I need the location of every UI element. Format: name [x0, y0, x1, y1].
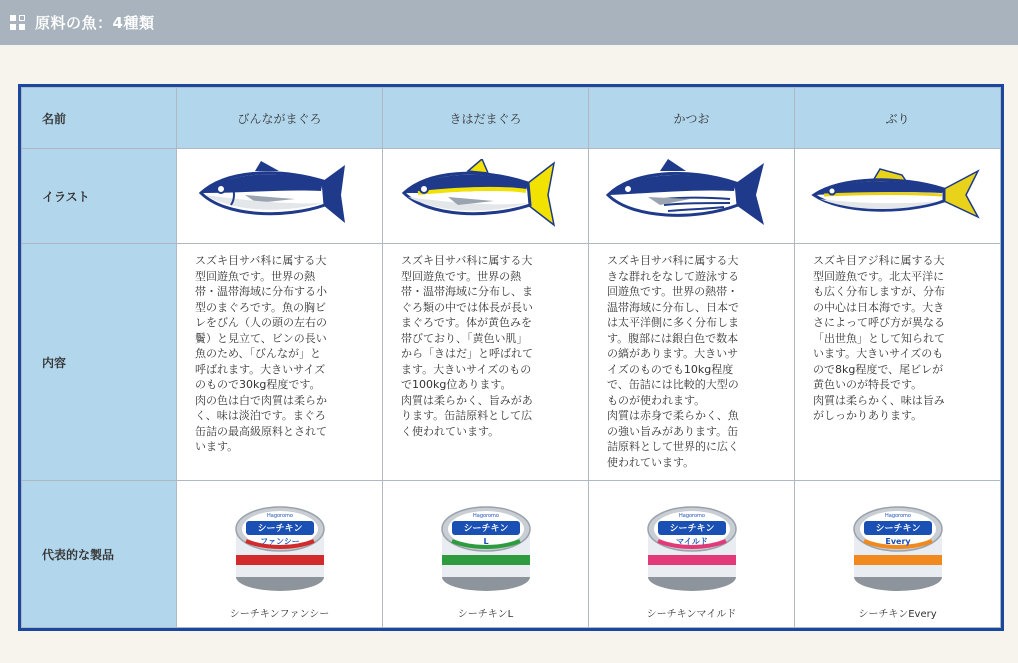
description-line: の中心は日本海です。大き	[813, 300, 945, 314]
row-label-name: 名前	[22, 88, 177, 149]
description-line: さによって呼び方が異なる	[813, 316, 945, 329]
row-content	[22, 244, 1001, 481]
product-cell	[177, 481, 383, 628]
description-line: 帯・温帯海域に分布する小	[195, 285, 327, 298]
product-can-image	[644, 499, 740, 595]
fish-table	[18, 84, 1004, 631]
description-line: がしっかりあります。	[813, 409, 923, 422]
fish-cell	[589, 149, 795, 244]
fish-cell	[177, 149, 383, 244]
description-line: レをびん（人の頭の左右の	[195, 316, 327, 329]
description-line: 温帯海域に分布し、日本で	[607, 300, 739, 314]
description-line: 肉質は柔らかく、旨みがあ	[401, 393, 533, 407]
description-line: 肉の色は白で肉質は柔らか	[195, 393, 327, 407]
brand-text: Hagoromo	[266, 513, 293, 519]
description-line: 肉質は柔らかく、味は旨み	[813, 393, 945, 407]
description-line: 詰原料として世界的に広く	[607, 440, 739, 453]
description-line: 魚のため、「びんなが」と	[195, 347, 322, 360]
description-line: スズキ目アジ科に属する大	[813, 254, 945, 267]
yellowtail-fish-illustration	[810, 159, 985, 229]
row-illust	[22, 149, 1001, 244]
yellowfin-fish-illustration	[398, 159, 573, 229]
fish-name: かつお	[589, 88, 795, 149]
description-line: 黄色いのが特長です。	[813, 378, 923, 391]
description-line: 呼ばれます。大きいサイズ	[195, 362, 326, 376]
description-line: 型回遊魚です。世界の熱	[401, 269, 522, 283]
can-sub-label: マイルド	[675, 537, 708, 546]
description-line: ます。大きいサイズのもの	[401, 362, 532, 376]
grid-icon	[10, 15, 25, 30]
description-line: す。腹部には銀白色で数本	[607, 331, 739, 345]
description-line: 帯びており、「黄色い肌」	[401, 331, 528, 345]
description-line: スズキ目サバ科に属する大	[195, 254, 327, 267]
can-sub-label: ファンシー	[259, 537, 300, 546]
albacore-fish-illustration	[195, 159, 365, 229]
description-line: います。	[195, 440, 239, 453]
description-line: 缶詰の最高級原料とされて	[195, 424, 327, 438]
description-line: ぐろ類の中では体長が長い	[401, 300, 533, 314]
description-line: 肉質は赤身で柔らかく、魚	[607, 409, 739, 422]
row-label-content: 内容	[22, 244, 177, 481]
description-line: ります。缶詰原料として広	[401, 409, 533, 422]
description-line: まぐろです。体が黄色みを	[401, 316, 533, 329]
fish-cell	[795, 149, 1001, 244]
description-line: ものが使われます。	[607, 393, 706, 407]
description-line: のもので30kg程度です。	[195, 378, 321, 391]
row-product	[22, 481, 1001, 628]
product-cell	[383, 481, 589, 628]
description-line: 型のまぐろです。魚の胸ビ	[195, 300, 327, 314]
description-line: は太平洋側に多く分布しま	[607, 316, 739, 329]
section-title: 原料の魚：4種類	[35, 14, 155, 32]
fish-description	[383, 244, 589, 481]
fish-name: びんながまぐろ	[177, 88, 383, 149]
product-name: シーチキンマイルド	[646, 609, 737, 620]
row-label-illust: イラスト	[22, 149, 177, 244]
description-line: で、缶詰には比較的大型の	[607, 378, 739, 391]
fish-name: きはだまぐろ	[383, 88, 589, 149]
description-line: 帯・温帯海域に分布し、ま	[401, 285, 533, 298]
description-line: も広く分布しますが、分布	[813, 285, 945, 298]
can-label: シーチキン	[669, 524, 714, 534]
product-name: シーチキンL	[457, 609, 514, 620]
product-cell	[795, 481, 1001, 628]
fish-description	[795, 244, 1001, 481]
brand-text: Hagoromo	[678, 513, 705, 519]
description-line: で100kg位あります。	[401, 378, 512, 391]
description-line: 「出世魚」として知られて	[813, 331, 945, 345]
fish-description	[589, 244, 795, 481]
description-line: く、味は淡泊です。まぐろ	[195, 409, 326, 422]
product-can-image	[232, 499, 328, 595]
description-line: スズキ目サバ科に属する大	[401, 254, 533, 267]
row-label-product: 代表的な製品	[22, 481, 177, 628]
description-line: ので8kg程度で、尾ビレが	[813, 362, 944, 376]
can-label: シーチキン	[257, 524, 302, 534]
row-name	[22, 88, 1001, 149]
product-name: シーチキンファンシー	[229, 609, 330, 620]
description-line: の縞があります。大きいサ	[607, 347, 739, 360]
description-line: 型回遊魚です。北太平洋に	[813, 269, 945, 283]
description-line: イズのものでも10kg程度	[607, 362, 734, 376]
fish-description	[177, 244, 383, 481]
section-header	[0, 0, 1018, 45]
description-line: 鬢）と見立て、ビンの長い	[195, 331, 327, 345]
description-line: く使われています。	[401, 424, 500, 438]
description-line: 回遊魚です。世界の熱帯・	[607, 285, 739, 298]
can-sub-label: Every	[884, 537, 911, 546]
description-line: 使われています。	[607, 455, 695, 469]
product-can-image	[850, 499, 946, 595]
product-cell	[589, 481, 795, 628]
can-label: シーチキン	[875, 524, 920, 534]
description-line: 型回遊魚です。世界の熱	[195, 269, 316, 283]
description-line: きな群れをなして遊泳する	[607, 269, 739, 283]
brand-text: Hagoromo	[472, 513, 499, 519]
can-label: シーチキン	[463, 524, 508, 534]
skipjack-fish-illustration	[604, 159, 779, 229]
product-can-image	[438, 499, 534, 595]
can-sub-label: L	[482, 537, 489, 546]
product-name: シーチキンEvery	[858, 609, 937, 620]
description-line: います。大きいサイズのも	[813, 347, 944, 360]
brand-text: Hagoromo	[884, 513, 911, 519]
description-line: から「きはだ」と呼ばれて	[401, 347, 533, 360]
fish-cell	[383, 149, 589, 244]
description-line: の強い旨みがあります。缶	[607, 424, 739, 438]
fish-name: ぶり	[795, 88, 1001, 149]
description-line: スズキ目サバ科に属する大	[607, 254, 739, 267]
